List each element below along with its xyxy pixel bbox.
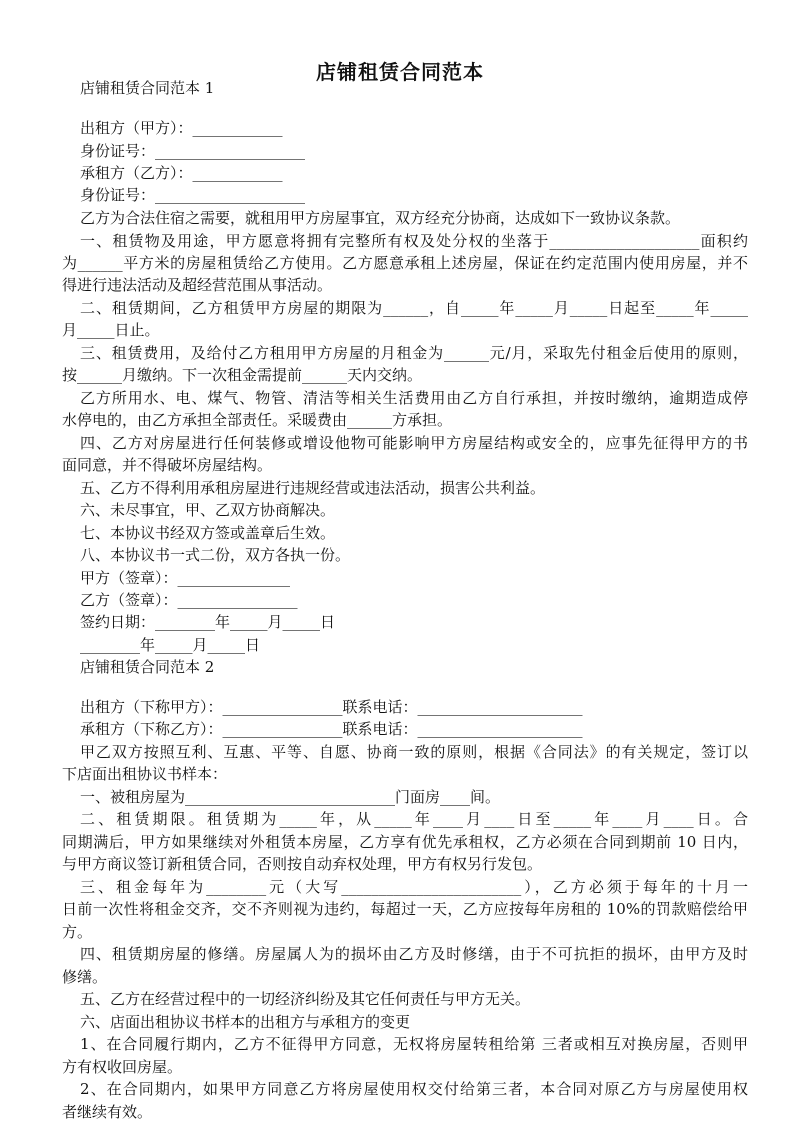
text-line: 乙方为合法住宿之需要，就租用甲方房屋事宜，双方经充分协商，达成如下一致协议条款。 [80,209,681,227]
text-line: 面同意，并不得破坏房屋结构。 [62,456,273,474]
text-line: 身份证号：____________________ [80,186,306,204]
document-title: 店铺租赁合同范本 [316,60,484,84]
text-line: 一、被租房屋为____________________________门面房____间。 [80,788,501,806]
text-line: 身份证号：____________________ [80,142,306,160]
text-line: 出租方（甲方）：____________ [80,119,283,137]
text-line: 方有权收回房屋。 [62,1058,183,1076]
text-line: 五、乙方不得利用承租房屋进行违规经营或违法活动，损害公共利益。 [80,479,546,497]
text-line: 二、租赁期限。租赁期为_____年，从_____年____月____日至_____年____月____日。合 [80,810,748,828]
text-line: 得进行违法活动及超经营范围从事活动。 [62,276,333,294]
text-line: 下店面出租协议书样本： [62,765,228,783]
text-line: 店铺租赁合同范本 2 [80,658,215,676]
text-line: 2、在合同期内，如果甲方同意乙方将房屋使用权交付给第三者，本合同对原乙方与房屋使用权 [80,1080,748,1098]
text-line: 月_____日止。 [62,321,160,339]
text-line: 店铺租赁合同范本 1 [80,79,215,97]
text-line: 七、本协议书经双方签或盖章后生效。 [80,524,336,542]
text-line: 六、未尽事宜，甲、乙双方协商解决。 [80,501,336,519]
text-line: 同期满后，甲方如果继续对外租赁本房屋，乙方享有优先承租权，乙方必须在合同到期前 10 日内， [62,833,748,851]
text-line: 签约日期：________年_____月_____日 [80,613,336,631]
text-line: 出租方（下称甲方）：________________联系电话：______________________ [80,698,583,716]
text-line: 乙方所用水、电、煤气、物管、清洁等相关生活费用由乙方自行承担，并按时缴纳，逾期造成停 [80,389,748,407]
text-line: 水停电的，由乙方承担全部责任。采暖费由______方承担。 [62,411,453,429]
text-line: 承租方（乙方）：____________ [80,164,283,182]
text-line: 四、租赁期房屋的修缮。房屋属人为的损坏由乙方及时修缮，由于不可抗拒的损坏，由甲方及时 [80,945,748,963]
text-line: 二、租赁期间，乙方租赁甲方房屋的期限为______，自_____年_____月_____日起至_____年_____ [80,299,748,317]
text-line: 修缮。 [62,968,108,986]
text-line: 日前一次性将租金交齐，交不齐则视为违约，每超过一天，乙方应按每年房租的 10%的罚款赔偿给甲 [62,900,748,918]
text-line: ________年_____月_____日 [80,636,261,654]
text-line: 三、租赁费用，及给付乙方租用甲方房屋的月租金为______元/月，采取先付租金后使用的原则， [80,344,748,362]
text-line: 与甲方商议签订新租赁合同，否则按自动弃权处理，甲方有权另行发包。 [62,855,543,873]
text-line: 四、乙方对房屋进行任何装修或增设他物可能影响甲方房屋结构或安全的，应事先征得甲方的书 [80,434,748,452]
text-line: 一、租赁物及用途，甲方愿意将拥有完整所有权及处分权的坐落于____________________面积约 [80,232,748,250]
text-line: 三、租金每年为________元（大写________________________），乙方必须于每年的十月一 [80,878,748,896]
text-line: 承租方（下称乙方）：________________联系电话：______________________ [80,720,583,738]
text-line: 方。 [62,923,93,941]
text-line: 者继续有效。 [62,1103,153,1121]
text-line: 八、本协议书一式二份，双方各执一份。 [80,546,351,564]
text-line: 按______月缴纳。下一次租金需提前______天内交纳。 [62,366,423,384]
text-line: 1、在合同履行期内，乙方不征得甲方同意，无权将房屋转租给第 三者或相互对换房屋，否则甲 [80,1035,748,1053]
text-line: 六、店面出租协议书样本的出租方与承租方的变更 [80,1013,411,1031]
text-line: 为______平方米的房屋租赁给乙方使用。乙方愿意承租上述房屋，保证在约定范围内使用房屋，并不 [62,254,748,272]
text-line: 甲乙双方按照互利、互惠、平等、自愿、协商一致的原则，根据《合同法》的有关规定，签订以 [80,743,748,761]
text-line: 甲方（签章）：_______________ [80,569,291,587]
text-line: 五、乙方在经营过程中的一切经济纠纷及其它任何责任与甲方无关。 [80,990,531,1008]
text-line: 乙方（签章）：________________ [80,591,298,609]
